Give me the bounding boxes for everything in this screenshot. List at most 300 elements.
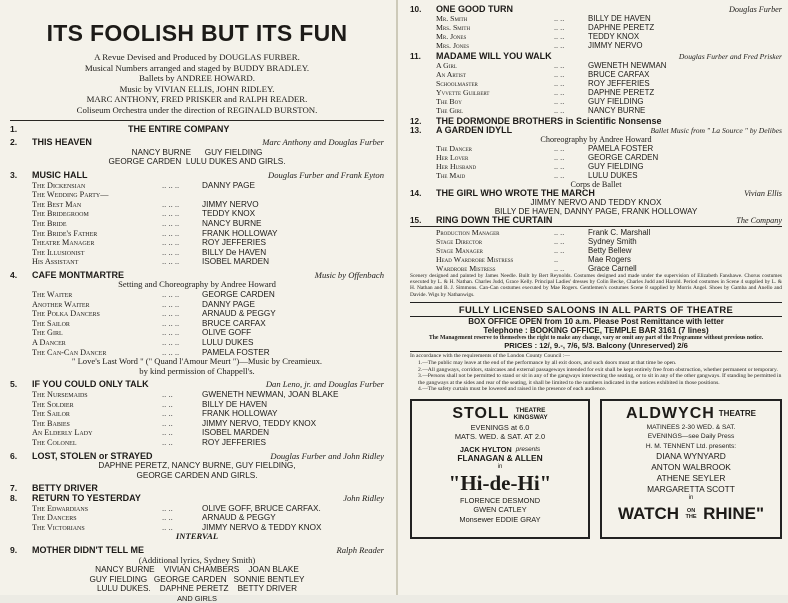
role-label: The Babies	[32, 418, 70, 428]
cast-row	[10, 409, 384, 419]
cast-list	[10, 390, 384, 448]
role-label: The Dickensian	[32, 180, 86, 190]
actor-name: ISOBEL MARDEN	[202, 428, 270, 438]
actor-name: DAPHNE PERETZ	[588, 23, 655, 32]
role-label: The Soldier	[32, 399, 74, 409]
cast-list	[10, 504, 384, 533]
actor-name: BRUCE CARFAX	[588, 70, 650, 79]
item-number: 12.	[410, 117, 422, 126]
leader-dots: .. ..	[554, 246, 565, 255]
item-author: The Company	[736, 216, 782, 225]
item-11	[410, 52, 782, 61]
item-author: Douglas Furber and Fred Prisker	[678, 52, 782, 61]
item-title: THE DORMONDE BROTHERS in Scientific Nonsense	[436, 116, 662, 126]
leader-dots: .. ..	[162, 389, 173, 399]
item-number: 14.	[410, 189, 422, 198]
role-label: Theatre Manager	[32, 238, 95, 248]
actor-name: GEORGE CARDEN	[588, 153, 659, 162]
leader-dots: .. .. ..	[162, 308, 180, 319]
cast-row	[10, 209, 384, 219]
item-title: MOTHER DIDN'T TELL ME	[32, 544, 144, 555]
stoll-show-title: "Hi-de-Hi"	[448, 470, 552, 495]
item-author: Douglas Furber	[729, 5, 782, 14]
telephone-line: Telephone : BOOKING OFFICE, TEMPLE BAR 3161 (7 lines)	[483, 325, 709, 335]
leader-dots: .. ..	[554, 144, 565, 153]
leader-dots: .. ..	[554, 228, 565, 237]
cast-row	[410, 264, 782, 273]
item-number: 2.	[10, 137, 18, 148]
cast-line: JIMMY NERVO AND TEDDY KNOX	[530, 198, 662, 207]
actor-name: ROY JEFFERIES	[202, 238, 266, 248]
item-number: 15.	[410, 216, 422, 225]
aldwych-show-title	[606, 501, 776, 527]
item-title: CAFE MONTMARTRE	[32, 269, 124, 280]
item-subtitle: Setting and Choreography by Andree Howard	[118, 279, 276, 290]
role-label: The Waiter	[32, 290, 73, 300]
cast-row	[10, 300, 384, 310]
production-credits: Scenery designed and painted by James Needle. Built by Bert Reynolds. Costumes designed and made under the supervision of Elizabeth Fanshawe. Chorus costumes executed by L. & H. Nathan. Charles Judd, Grace Kelly. Principal Ladies' dresses by Colin Becke, Charles Judd and Harold. Period costumes in Scene 4 supplied by L. & H. Nathan and B. J. Simmons. Can-Can costumes executed by Mae Rogers. Gentlemen's costumes Scene 8 supplied by Morris Angel. Shoes by Gamba and Anello and Davide. Wigs by Nathanwigs.	[410, 273, 782, 298]
actor-name: GUY FIELDING	[588, 162, 644, 171]
leader-dots: .. ..	[554, 153, 565, 162]
role-label: The Bride's Father	[32, 228, 98, 238]
credit-line: Ballets by ANDREE HOWARD.	[139, 73, 255, 84]
item-number: 11.	[410, 52, 421, 61]
cast-line: NANCY BURNE GUY FIELDING	[131, 147, 263, 157]
item-number: 13.	[410, 126, 422, 135]
leader-dots: .. ..	[162, 502, 173, 513]
cast-row	[410, 144, 782, 153]
management-notice: The Management reserve to themselves the right to make any change, vary or omit any part of the Programme without previous notice.	[428, 334, 764, 341]
role-label: Mr. Jones	[436, 32, 467, 41]
role-label: The Maid	[436, 171, 466, 180]
cast-row	[410, 246, 782, 255]
item-author: Ralph Reader	[336, 544, 384, 555]
stoll-stars: FLANAGAN & ALLEN	[457, 453, 543, 464]
actor-name: ROY JEFFERIES	[588, 79, 650, 88]
stoll-cast: Monsewer EDDIE GRAY	[459, 514, 541, 524]
role-label: The Polka Dancers	[32, 309, 100, 319]
role-label: The Bridegroom	[32, 209, 89, 219]
role-label: Schoolmaster	[436, 79, 478, 88]
role-label: The Bride	[32, 218, 67, 228]
leader-dots: .. ..	[554, 264, 565, 273]
actor-name: BRUCE CARFAX	[202, 318, 266, 328]
cast-row	[410, 171, 782, 180]
stoll-theatre-label: THEATRE	[515, 406, 546, 414]
item-author: Douglas Furber and John Ridley	[270, 450, 384, 461]
divider	[410, 226, 782, 227]
actor-name: JIMMY NERVO & TEDDY KNOX	[202, 522, 322, 532]
actor-name: ARNAUD & PEGGY	[202, 309, 276, 319]
leader-dots: .. ..	[554, 41, 565, 50]
item-title: BETTY DRIVER	[32, 483, 98, 494]
lcc-rule: 1.—The public may leave at the end of the performance by all exit doors, and such doors must at that time be open.	[418, 360, 677, 366]
cast-row	[10, 319, 384, 329]
cast-row	[410, 70, 782, 79]
role-label: The Victorians	[32, 522, 85, 532]
aldwych-evenings: EVENINGS—see Daily Press	[647, 433, 735, 441]
item-title: THE GIRL WHO WROTE THE MARCH	[436, 188, 595, 198]
leader-dots: .. .. ..	[162, 198, 180, 209]
saloons-banner: FULLY LICENSED SALOONS IN ALL PARTS OF THEATRE	[410, 302, 782, 317]
aldwych-presenter: H. M. TENNENT Ltd. presents:	[645, 442, 737, 450]
right-page	[398, 0, 788, 595]
actor-name: ISOBEL MARDEN	[202, 257, 270, 267]
item-number: 9.	[10, 544, 18, 555]
actor-name: TEDDY KNOX	[202, 209, 256, 219]
actor-name: FRANK HOLLOWAY	[202, 228, 278, 238]
stoll-name: STOLL	[452, 404, 510, 422]
actor-name: Sydney Smith	[588, 237, 637, 246]
item-number: 10.	[410, 5, 422, 14]
credit-line: A Revue Devised and Produced by DOUGLAS FURBER.	[94, 52, 300, 62]
leader-dots: .. ..	[162, 417, 173, 428]
cast-line: GEORGE CARDEN AND GIRLS.	[136, 470, 258, 480]
leader-dots: .. .. ..	[162, 298, 180, 309]
item-title: MADAME WILL YOU WALK	[436, 51, 552, 61]
actor-name: JIMMY NERVO, TEDDY KNOX	[202, 418, 317, 428]
item-author: Douglas Furber and Frank Eyton	[267, 169, 384, 180]
item-author: Vivian Ellis	[744, 189, 782, 198]
cast-row	[10, 290, 384, 300]
cast-list	[410, 14, 782, 50]
revue-title: ITS FOOLISH BUT ITS FUN	[46, 20, 348, 46]
leader-dots: .. .. ..	[162, 337, 180, 348]
actor-name: Frank C. Marshall	[588, 228, 651, 237]
cast-row	[410, 237, 782, 246]
leader-dots: .. ..	[554, 61, 565, 70]
actor-name: ARNAUD & PEGGY	[202, 513, 276, 523]
cast-row	[10, 200, 384, 210]
cast-row	[10, 248, 384, 258]
leader-dots: .. .. ..	[162, 327, 180, 338]
box-office-line: BOX OFFICE OPEN from 10 a.m. Please Post Remittance with letter	[468, 316, 724, 326]
role-label: The Nursemaids	[32, 390, 88, 399]
leader-dots: .. ..	[162, 521, 173, 532]
cast-line: NANCY BURNE VIVIAN CHAMBERS JOAN BLAKE	[95, 565, 299, 575]
cast-row	[10, 438, 384, 448]
cast-line: LULU DUKES. DAPHNE PERETZ BETTY DRIVER	[96, 584, 298, 594]
cast-row	[10, 257, 384, 267]
cast-line: DAPHNE PERETZ, NANCY BURNE, GUY FIELDING,	[98, 461, 296, 471]
item-13	[410, 126, 782, 135]
cast-list	[410, 144, 782, 180]
role-label: Her Lover	[436, 153, 469, 162]
role-label: Wardrobe Mistress	[436, 264, 496, 273]
actor-name: Grace Carnell	[588, 264, 637, 273]
item-title: MUSIC HALL	[32, 169, 88, 180]
actor-name: LULU DUKES	[202, 338, 254, 348]
stoll-advert	[410, 399, 590, 539]
item-number: 6.	[10, 450, 18, 461]
cast-line: GUY FIELDING GEORGE CARDEN SONNIE BENTLEY	[89, 574, 305, 584]
actor-name: JIMMY NERVO	[202, 199, 259, 209]
cast-row	[10, 428, 384, 438]
aldwych-show-word: ON THE	[685, 508, 697, 521]
item-title: THIS HEAVEN	[32, 137, 92, 148]
stoll-matinees: MATS. WED. & SAT. AT 2.0	[454, 432, 546, 442]
role-label: Her Husband	[436, 162, 477, 171]
leader-dots: .. .. ..	[162, 289, 180, 300]
item-title: RETURN TO YESTERDAY	[32, 492, 141, 503]
role-label: The Sailor	[32, 318, 70, 328]
role-label: Mrs. Smith	[436, 23, 471, 32]
leader-dots: .. ..	[162, 408, 173, 419]
leader-dots: .. .. ..	[162, 208, 180, 219]
item-author: Marc Anthony and Douglas Furber	[262, 137, 384, 148]
credit-line: MARC ANTHONY, FRED PRISKER and RALPH READER.	[86, 94, 308, 105]
actor-name: PAMELA FOSTER	[202, 347, 270, 357]
item-subtitle: (Additional lyrics, Sydney Smith)	[138, 554, 256, 565]
actor-name: BILLY DE HAVEN	[202, 399, 268, 409]
item-number: 1.	[10, 123, 18, 134]
actor-name: GWENETH NEWMAN	[588, 61, 667, 70]
actor-name: OLIVE GOFF	[202, 328, 252, 338]
divider	[10, 120, 384, 121]
leader-dots: .. .. ..	[162, 317, 180, 328]
leader-dots: .. ..	[162, 512, 173, 523]
item-title: IF YOU COULD ONLY TALK	[32, 379, 149, 390]
leader-dots: .. .. ..	[162, 237, 180, 248]
item-title: ONE GOOD TURN	[436, 4, 514, 14]
cast-row	[10, 390, 384, 400]
actor-name: GEORGE CARDEN	[202, 290, 275, 300]
cast-row	[10, 400, 384, 410]
actor-name: DANNY PAGE	[202, 180, 255, 190]
lcc-rule: 2.—All gangways, corridors, staircases and external passageways intended for exit shall be kept entirely free from obstruction, whether permanent or temporary.	[418, 366, 778, 373]
cast-row	[10, 190, 384, 200]
actor-name: NANCY BURNE	[588, 106, 646, 115]
leader-dots: .. ..	[554, 162, 565, 171]
item-3	[10, 171, 384, 181]
item-title: RING DOWN THE CURTAIN	[436, 215, 553, 225]
stoll-presents: presents	[515, 445, 541, 453]
aldwych-matinees: MATINEES 2-30 WED. & SAT.	[646, 423, 736, 431]
aldwych-cast: ANTON WALBROOK	[651, 462, 731, 473]
cast-row	[10, 338, 384, 348]
actor-name: Mae Rogers	[588, 255, 631, 264]
cast-row	[410, 106, 782, 115]
stoll-cast: GWEN CATLEY	[473, 505, 527, 515]
item-14	[410, 189, 782, 198]
cast-row	[10, 309, 384, 319]
leader-dots: ..	[554, 255, 559, 264]
stoll-cast: FLORENCE DESMOND	[459, 495, 541, 505]
leader-dots: .. ..	[554, 32, 565, 41]
aldwych-cast: DIANA WYNYARD	[656, 451, 726, 462]
cast-row	[10, 238, 384, 248]
cast-list	[10, 181, 384, 267]
role-label: The Can-Can Dancer	[32, 347, 107, 357]
actor-name: DANNY PAGE	[202, 299, 255, 309]
cast-row	[410, 32, 782, 41]
item-title: A GARDEN IDYLL	[436, 125, 513, 135]
aldwych-in: in	[688, 495, 694, 502]
aldwych-show-word: RHINE"	[703, 504, 765, 524]
role-label: Stage Manager	[436, 246, 483, 255]
item-8	[10, 494, 384, 504]
cast-row	[410, 153, 782, 162]
aldwych-cast: ATHENE SEYLER	[656, 473, 726, 484]
leader-dots: .. ..	[554, 171, 565, 180]
item-number: 4.	[10, 269, 18, 280]
cast-list	[410, 61, 782, 115]
cast-list	[410, 228, 782, 273]
actor-name: JIMMY NERVO	[588, 41, 643, 50]
role-label: The Girl	[436, 106, 464, 115]
role-label: Yvvette Guilbert	[436, 88, 490, 97]
item-10	[410, 5, 782, 14]
role-label: The Colonel	[32, 437, 77, 447]
leader-dots: .. ..	[554, 79, 565, 88]
actor-name: OLIVE GOFF, BRUCE CARFAX.	[202, 503, 321, 513]
cast-row	[10, 181, 384, 191]
leader-dots: .. ..	[554, 70, 565, 79]
role-label: Head Wardrobe Mistress	[436, 255, 514, 264]
item-author: Dan Leno, jr. and Douglas Furber	[265, 379, 384, 390]
actor-name: GUY FIELDING	[588, 97, 644, 106]
leader-dots: .. ..	[554, 237, 565, 246]
stoll-street: KINGSWAY	[513, 413, 548, 421]
leader-dots: .. ..	[554, 88, 565, 97]
role-label: The Girl	[32, 328, 63, 338]
credits-block	[10, 52, 384, 116]
actor-name: TEDDY KNOX	[588, 32, 640, 41]
cast-list	[10, 290, 384, 357]
item-title: LOST, STOLEN or STRAYED	[32, 450, 153, 461]
aldwych-cast: MARGARETTA SCOTT	[647, 484, 735, 495]
item-6	[10, 452, 384, 462]
cast-line: AND GIRLS	[177, 593, 217, 603]
actor-name: GWENETH NEWMAN, JOAN BLAKE	[202, 390, 339, 399]
role-label: Mr. Smith	[436, 14, 468, 23]
role-label: The Boy	[436, 97, 462, 106]
item-author: Ballet Music from " La Source " by Delibes	[650, 126, 782, 135]
role-label: The Sailor	[32, 409, 70, 419]
item-1	[10, 125, 384, 135]
item-5	[10, 380, 384, 390]
cast-line: GEORGE CARDEN LULU DUKES AND GIRLS.	[108, 157, 286, 167]
aldwych-name: ALDWYCH	[626, 404, 715, 422]
item-author: John Ridley	[343, 492, 384, 503]
leader-dots: .. .. ..	[162, 246, 180, 257]
cast-row	[410, 79, 782, 88]
actor-name: FRANK HOLLOWAY	[202, 409, 278, 419]
role-label: The Best Man	[32, 199, 82, 209]
role-label: The Wedding Party—	[32, 190, 109, 200]
cast-row	[410, 255, 782, 264]
actor-name: DAPHNE PERETZ	[588, 88, 655, 97]
role-label: Production Manager	[436, 228, 500, 237]
role-label: His Assistant	[32, 257, 79, 267]
role-label: The Edwardians	[32, 503, 89, 513]
leader-dots: .. .. ..	[162, 217, 180, 228]
leader-dots: .. .. ..	[162, 227, 180, 238]
leader-dots: .. ..	[554, 97, 565, 106]
role-label: A Dancer	[32, 338, 66, 348]
actor-name: BILLY De HAVEN	[202, 247, 267, 257]
interval-label: INTERVAL	[175, 531, 219, 542]
lcc-rule: 4.—The safety curtain must be lowered and raised in the presence of each audience.	[418, 386, 607, 393]
cast-row	[410, 23, 782, 32]
leader-dots: .. .. ..	[162, 346, 180, 357]
aldwych-theatre-label: THEATRE	[718, 409, 756, 419]
credit-line: Musical Numbers arranged and staged by BUDDY BRADLEY.	[84, 62, 310, 73]
leader-dots: .. .. ..	[162, 179, 180, 190]
actor-name: NANCY BURNE	[202, 218, 262, 228]
theatre-adverts	[410, 399, 782, 539]
role-label: Mrs. Jones	[436, 41, 470, 50]
role-label: A Girl	[436, 61, 457, 70]
cast-row	[10, 419, 384, 429]
role-label: An Artist	[436, 70, 466, 79]
item-subtitle: Choreography by Andree Howard	[540, 135, 652, 144]
cast-row	[410, 14, 782, 23]
cast-row	[10, 513, 384, 523]
item-number: 8.	[10, 492, 18, 503]
actor-name: ROY JEFFERIES	[202, 437, 266, 447]
music-note: " Love's Last Word " (" Quand l'Amour Meurt ")—Music by Creamieux.	[71, 356, 323, 367]
item-number: 3.	[10, 169, 18, 180]
prices-line: PRICES : 12/, 9.-, 7/6, 5/3. Balcony (Unreserved) 2/6	[504, 341, 688, 351]
item-15	[410, 216, 782, 225]
leader-dots: .. ..	[554, 14, 565, 23]
item-author: Music by Offenbach	[314, 269, 384, 280]
cast-row	[10, 504, 384, 514]
role-label: The Illusionist	[32, 247, 85, 257]
cast-row	[410, 97, 782, 106]
leader-dots: .. ..	[162, 427, 173, 438]
role-label: An Elderly Lady	[32, 428, 93, 438]
leader-dots: .. ..	[162, 398, 173, 409]
leader-dots: .. ..	[162, 436, 173, 447]
role-label: Stage Director	[436, 237, 483, 246]
leader-dots: .. ..	[554, 23, 565, 32]
lcc-intro: In accordance with the requirements of the London County Council :—	[410, 353, 571, 360]
actor-name: PAMELA FOSTER	[588, 144, 654, 153]
actor-name: LULU DUKES	[588, 171, 638, 180]
cast-row	[410, 41, 782, 50]
item-number: 5.	[10, 379, 18, 390]
cast-row	[410, 228, 782, 237]
aldwych-show-word: WATCH	[618, 504, 680, 524]
item-title: THE ENTIRE COMPANY	[128, 123, 230, 134]
credit-line: Coliseum Orchestra under the direction of REGINALD BURSTON.	[76, 104, 318, 115]
cast-line: BILLY DE HAVEN, DANNY PAGE, FRANK HOLLOWAY	[494, 207, 698, 216]
role-label: The Dancer	[436, 144, 472, 153]
stoll-in: in	[497, 463, 503, 470]
credit-line: Music by VIVIAN ELLIS, JOHN RIDLEY.	[119, 83, 275, 94]
cast-row	[410, 162, 782, 171]
role-label: The Dancers	[32, 513, 77, 523]
lcc-rule: 3.—Persons shall not be permitted to stand or sit in any of the gangways intersecting the seating, or to sit in any of the other gangways. If standing be permitted in the gangways at the sides and rear of the seating, it shall be limited to the numbers indicated in the notices exhibited in those positions.	[418, 373, 782, 386]
cast-row	[10, 229, 384, 239]
actor-name: BILLY DE HAVEN	[588, 14, 651, 23]
aldwych-advert	[600, 399, 782, 539]
stoll-presenter: JACK HYLTON	[459, 444, 512, 454]
leader-dots: .. .. ..	[162, 256, 180, 267]
music-note: by kind permission of Chappell's.	[139, 365, 255, 376]
cast-row	[10, 219, 384, 229]
cast-row	[410, 61, 782, 70]
item-2	[10, 138, 384, 148]
corps-label: Corps de Ballet	[570, 180, 622, 189]
stoll-evenings: EVENINGS at 6.0	[470, 422, 530, 432]
role-label: Another Waiter	[32, 299, 90, 309]
leader-dots: .. ..	[554, 106, 565, 115]
cast-row	[10, 328, 384, 338]
actor-name: Betty Bellew	[588, 246, 632, 255]
